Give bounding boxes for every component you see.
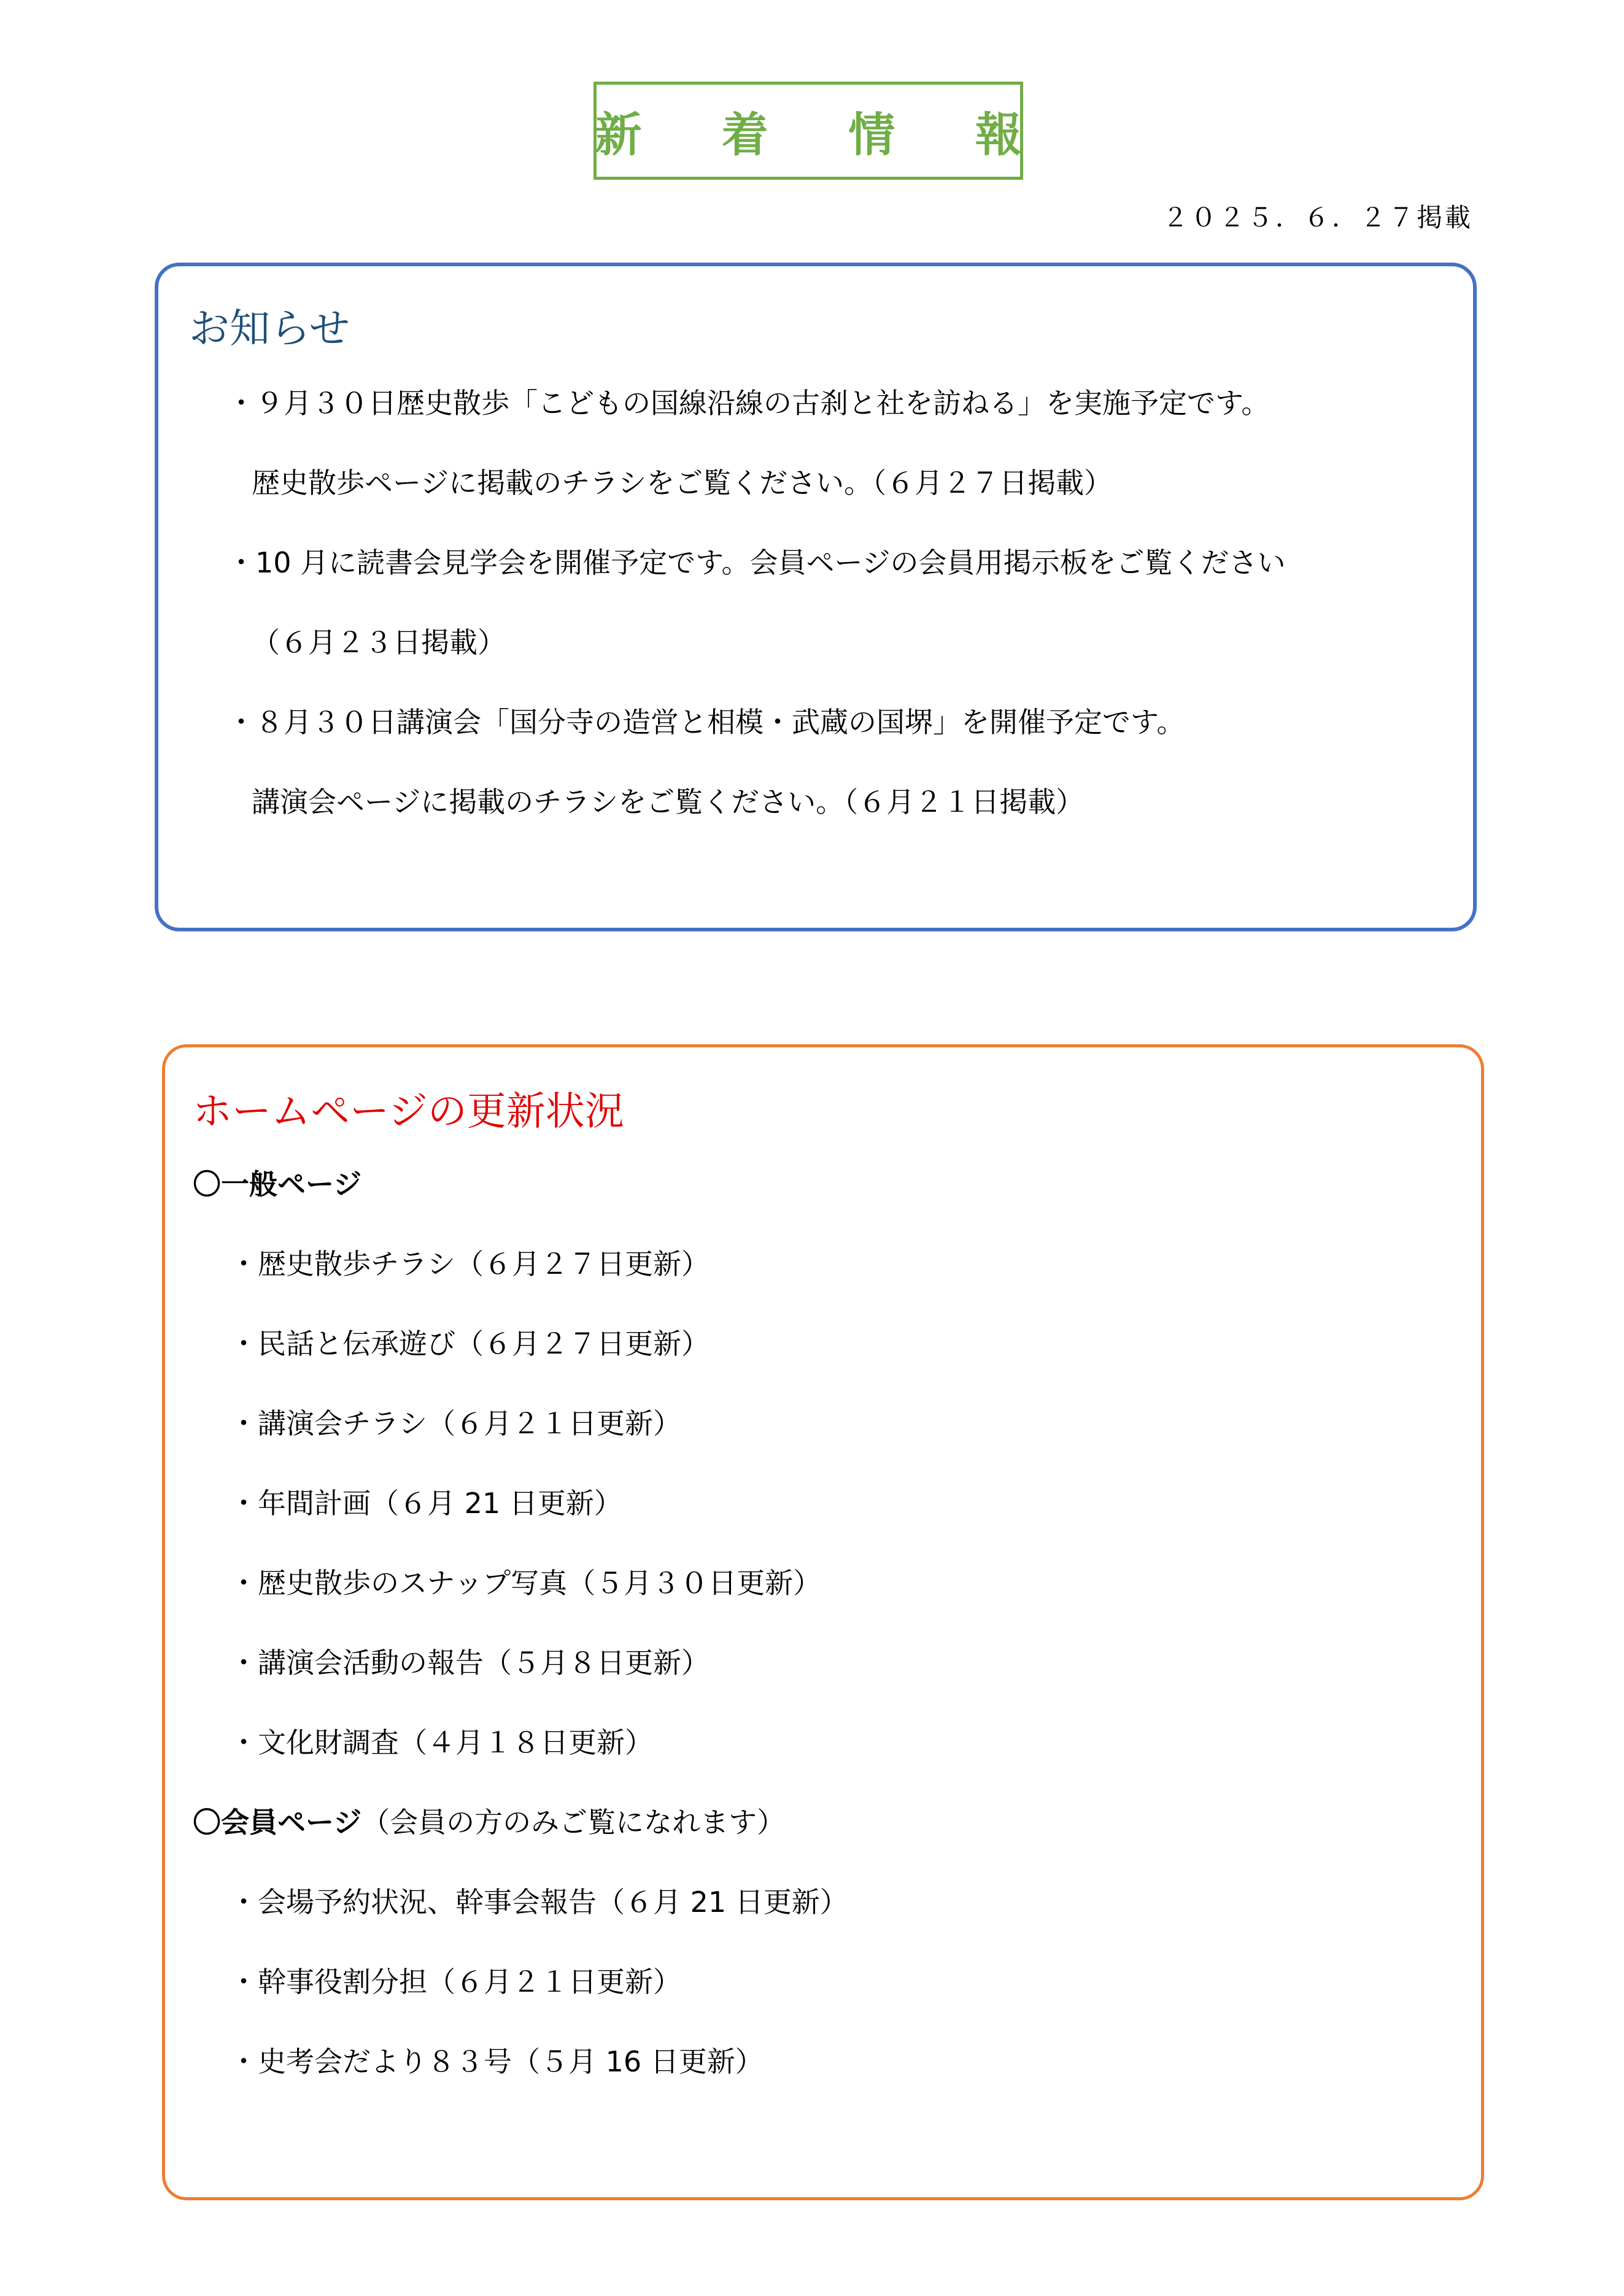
update-item: ・講演会チラシ（６月２１日更新） [230, 1407, 681, 1440]
update-item: ・会場予約状況、幹事会報告（６月 21 日更新） [230, 1886, 848, 1919]
update-item: ・幹事役割分担（６月２１日更新） [230, 1965, 681, 1998]
notice-line: 講演会ページに掲載のチラシをご覧ください。（６月２１日掲載） [252, 785, 1085, 819]
members-section-label [193, 1806, 786, 1839]
general-section-label [193, 1168, 362, 1201]
notice-line: ・８月３０日講演会「国分寺の造営と相模・武蔵の国堺」を開催予定です。 [227, 706, 1185, 739]
update-item: ・史考会だより８３号（５月 16 日更新） [230, 2045, 764, 2078]
update-heading: ホームページの更新状況 [193, 1089, 624, 1135]
members-section-note: （会員の方のみご覧になれます） [362, 1806, 786, 1839]
update-item: ・民話と伝承遊び（６月２７日更新） [230, 1327, 710, 1360]
page-title: 新 着 情 報 [595, 107, 1054, 162]
posted-date: ２０２５．６．２７掲載 [1162, 202, 1473, 233]
notice-line: ・10 月に読書会見学会を開催予定です。会員ページの会員用掲示板をご覧ください [227, 546, 1286, 579]
notice-line: （６月２３日掲載） [252, 626, 506, 659]
members-section-title: 〇会員ページ [193, 1806, 362, 1839]
update-item: ・年間計画（６月 21 日更新） [230, 1487, 622, 1520]
update-item: ・講演会活動の報告（５月８日更新） [230, 1646, 710, 1679]
update-item: ・歴史散歩のスナップ写真（５月３０日更新） [230, 1566, 822, 1600]
notice-line: ・９月３０日歴史散歩「こどもの国線沿線の古刹と社を訪ねる」を実施予定です。 [227, 387, 1270, 420]
page-title-box [594, 82, 1054, 180]
notice-panel [155, 263, 1477, 931]
update-item: ・文化財調査（４月１８日更新） [230, 1726, 653, 1759]
notice-heading: お知らせ [189, 305, 350, 352]
notice-line: 歴史散歩ページに掲載のチラシをご覧ください。（６月２７日掲載） [252, 466, 1113, 499]
update-item: ・歴史散歩チラシ（６月２７日更新） [230, 1247, 710, 1281]
update-panel [162, 1044, 1484, 2200]
general-section-title: 〇一般ページ [193, 1168, 362, 1201]
